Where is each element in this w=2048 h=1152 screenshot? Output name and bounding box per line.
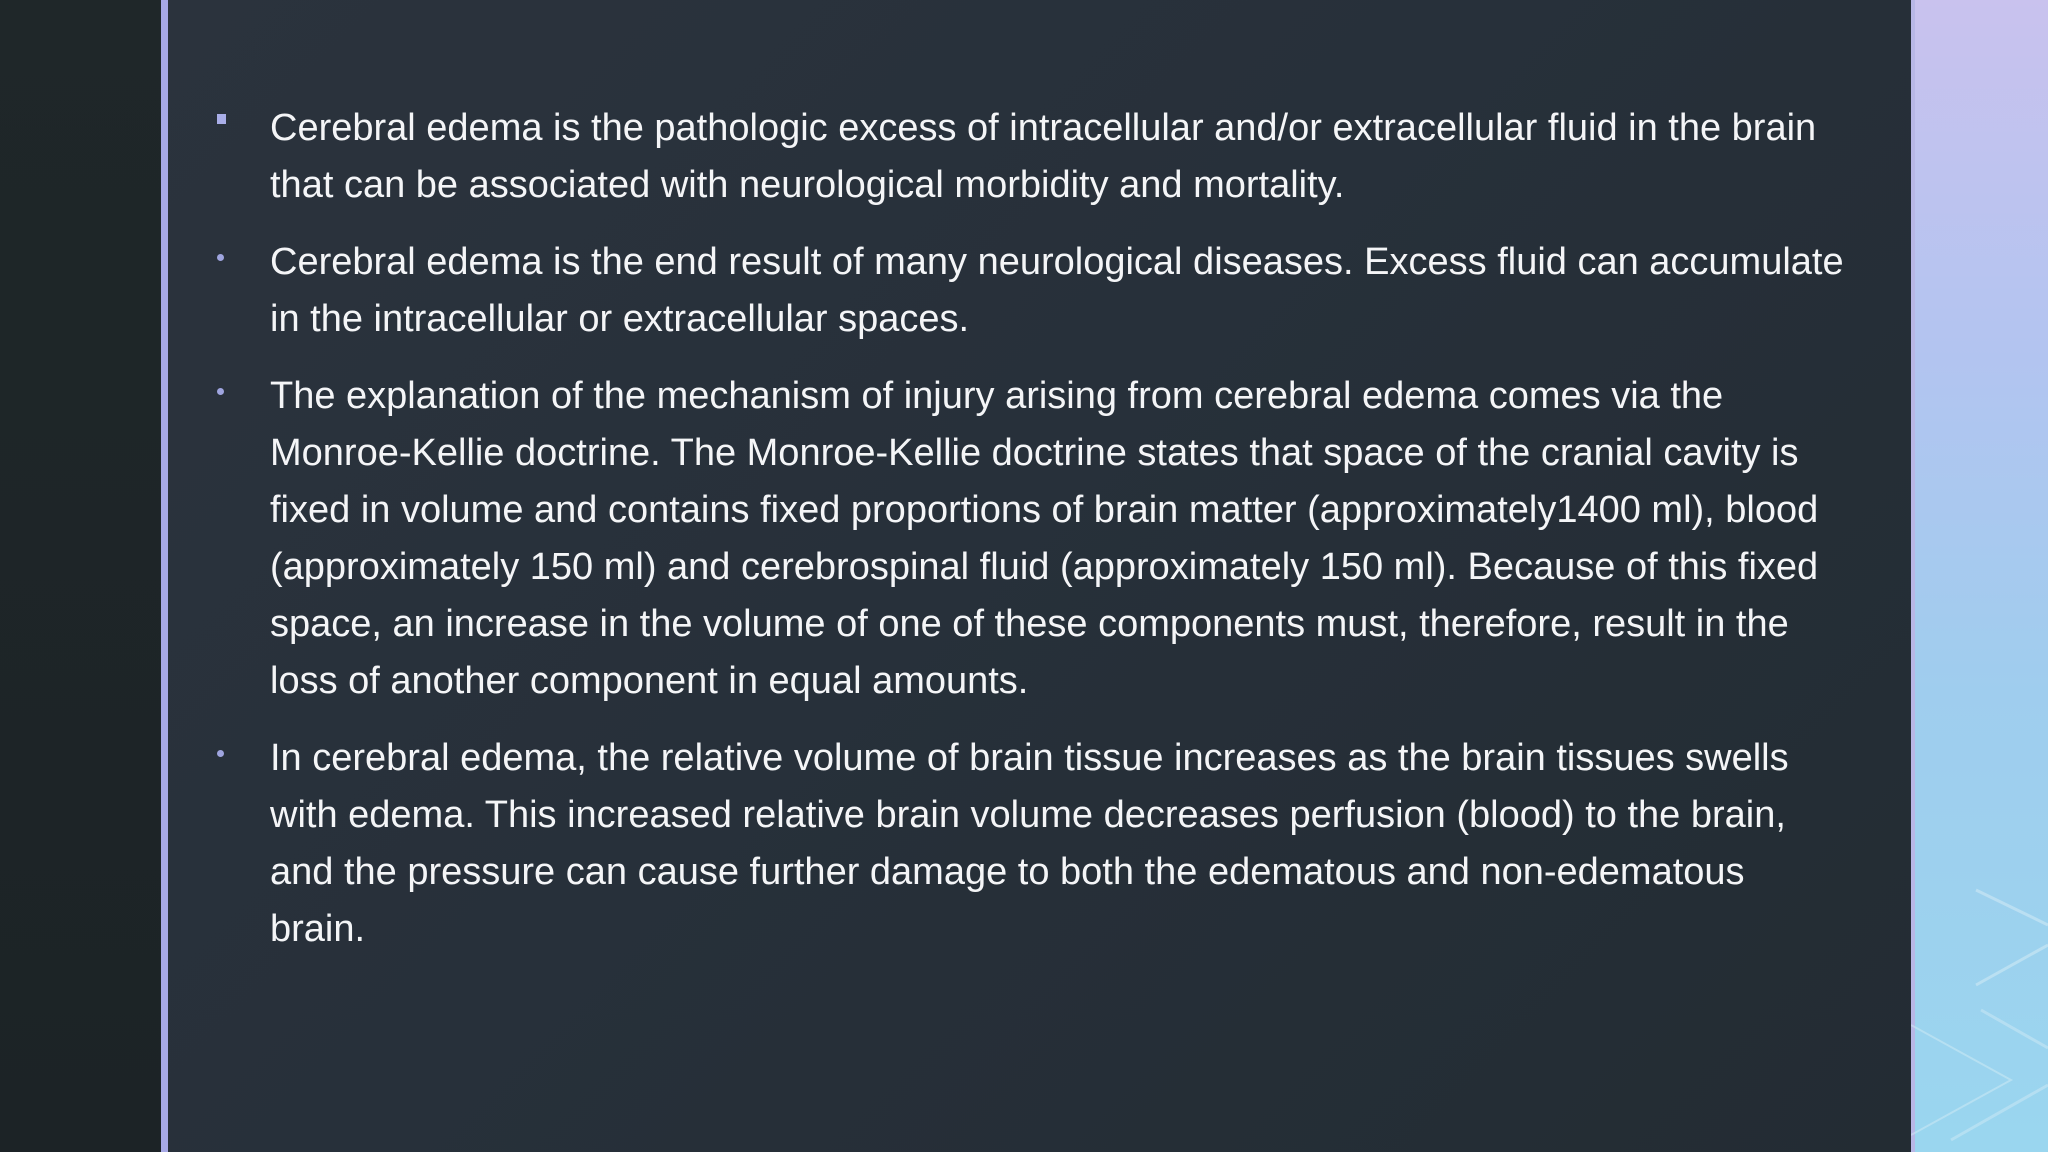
bullet-item (210, 368, 1850, 710)
bullet-text: In cerebral edema, the relative volume of brain tissue increases as the brain tissues swells with edema. This increased relative brain volume decreases perfusion (blood) to the brain, and the pressure can cause further damage to both the edematous and non-edematous brain. (270, 737, 1789, 950)
dot-bullet-icon (214, 368, 234, 425)
dot-bullet-icon (214, 730, 234, 787)
chevron-pattern-icon (1911, 870, 2048, 1152)
dot-bullet-icon (214, 234, 234, 291)
bullet-item (210, 730, 1850, 958)
bullet-text: Cerebral edema is the end result of many neurological diseases. Excess fluid can accumulate in the intracellular or extracellular spaces. (270, 241, 1844, 340)
bullet-text: The explanation of the mechanism of injury arising from cerebral edema comes via the Monroe-Kellie doctrine. The Monroe-Kellie doctrine states that space of the cranial cavity is fixed in volume and contains fixed proportions of brain matter (approximately1400 ml), blood (approximately 150 ml) and cerebrospinal fluid (approximately 150 ml). Because of this fixed space, an increase in the volume of one of these components must, therefore, result in the loss of another component in equal amounts. (270, 375, 1819, 702)
bullet-item (210, 234, 1850, 348)
bullet-text: Cerebral edema is the pathologic excess of intracellular and/or extracellular fluid in the brain that can be associated with neurological morbidity and mortality. (270, 107, 1817, 206)
square-bullet-icon (214, 100, 234, 157)
bullet-list (210, 100, 1850, 978)
accent-divider-line (161, 0, 168, 1152)
left-margin-strip (0, 0, 162, 1152)
bullet-item (210, 100, 1850, 214)
